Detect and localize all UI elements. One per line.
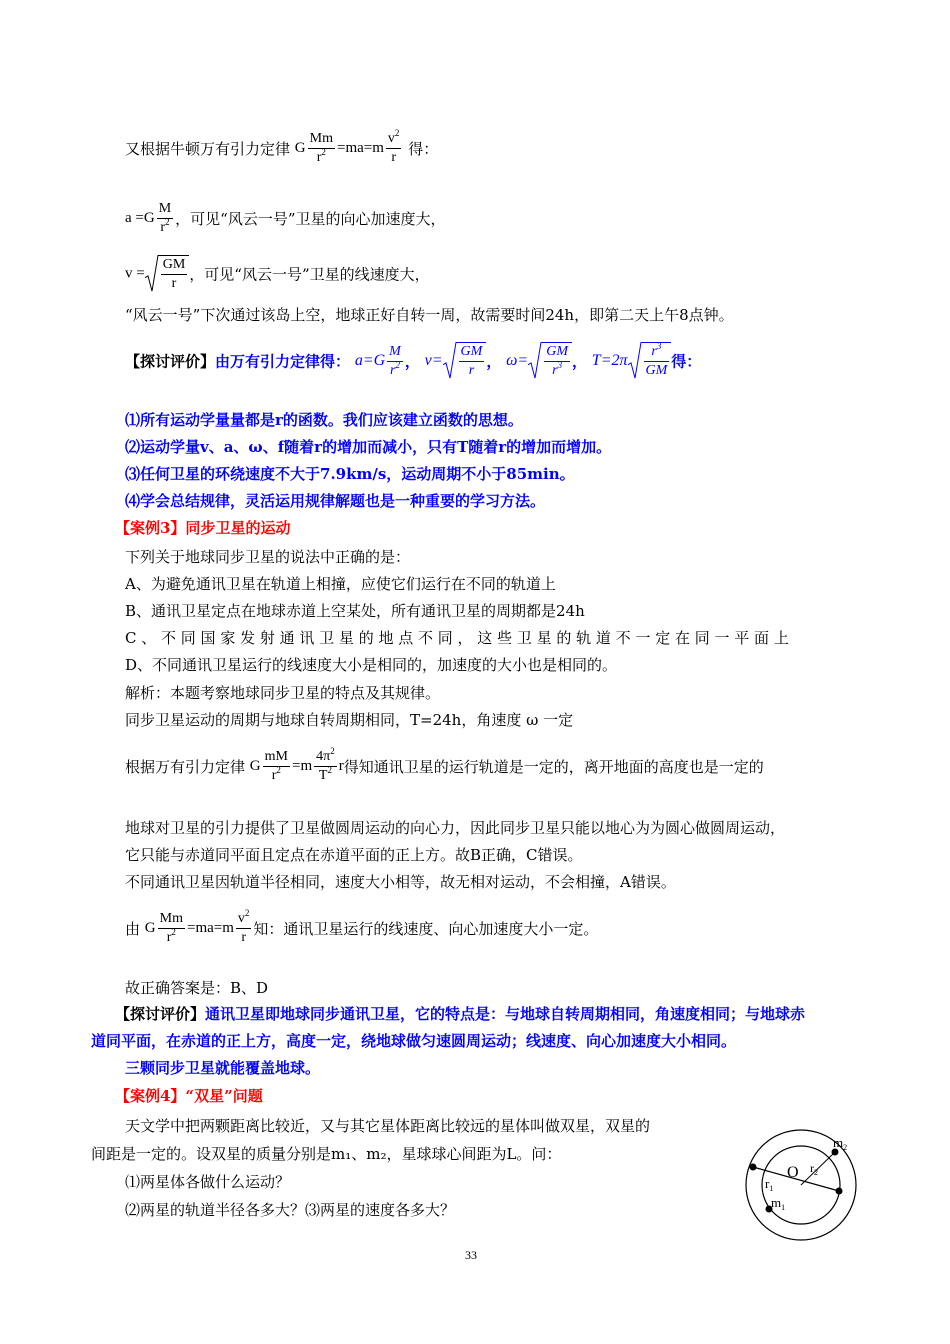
option-c: C 、 不 同 国 家 发 射 通 讯 卫 星 的 地 点 不 同 ， 这 些 卫 星 的 轨 道 不 一 定 在 同 一 平 面 上 <box>125 629 789 647</box>
formula-line-acceleration: a =G $\frac{M}{r^2}$ ，可见“风云一号”卫星的向心加速度大， <box>125 201 446 235</box>
star-m2 <box>836 1188 843 1195</box>
option-d: D、不同通讯卫星运行的线速度大小是相同的，加速度的大小也是相同的。 <box>125 656 618 674</box>
case4-question-2: ⑵两星的轨道半径各多大？⑶两星的速度各多大？ <box>125 1201 456 1219</box>
option-a: A、为避免通讯卫星在轨道上相撞，应使它们运行在不同的轨道上 <box>125 575 556 593</box>
formula-line-newton: 又根据牛顿万有引力定律 G $\frac{Mm}{r^2}$ =ma=m $\frac{v^2}{r}$ 得： <box>125 128 439 165</box>
eval2-line-2: 道同平面，在赤道的正上方，高度一定，绕地球做匀速圆周运动；线速度、向心加速度大小相同。 <box>91 1032 737 1050</box>
page-number: 33 <box>465 1248 477 1262</box>
analysis-6: 不同通讯卫星因轨道半径相同，速度大小相等，故无相对运动，不会相撞，A错误。 <box>125 873 676 891</box>
frac-v2-r: $\frac{v^2}{r}$ <box>387 128 400 165</box>
case3-question: 下列关于地球同步卫星的说法中正确的是： <box>125 548 411 566</box>
label-m2: $m_2$ <box>833 1135 848 1152</box>
label-r2: $r_2$ <box>810 1161 818 1177</box>
star-m1 <box>750 1164 757 1171</box>
frac-Mm-r2: $\frac{Mm}{r^2}$ <box>309 131 333 165</box>
analysis-formula-line-2: 由 G $\frac{Mm}{r^2}$ =ma=m $\frac{v^2}{r}$ 知：通讯卫星运行的线速度、向心加速度大小一定。 <box>125 908 599 945</box>
eval1-line: 【探讨评价】由万有引力定律得： a=G $\frac{M}{r^2}$ ， v= $\frac{GM}{r}$ ， ω= $\frac{GM}{r^3}$ ， T=2π $\frac{r^3}{GM}$ 得： <box>125 341 702 378</box>
case3-heading: 【案例3】同步卫星的运动 <box>115 519 291 537</box>
case4-question-1: ⑴两星体各做什么运动？ <box>125 1173 291 1191</box>
label-O: O <box>787 1164 799 1181</box>
eval2-line-3: 三颗同步卫星就能覆盖地球。 <box>125 1059 321 1077</box>
option-b: B、通讯卫星定点在地球赤道上空某处，所有通讯卫星的周期都是24h <box>125 602 585 620</box>
case4-heading: 【案例4】“双星”问题 <box>115 1087 263 1105</box>
binary-star-diagram <box>735 1125 865 1243</box>
eval2-line-1: 【探讨评价】通讯卫星即地球同步通讯卫星，它的特点是：与地球自转周期相同，角速度相同；与地球赤 <box>115 1005 806 1023</box>
point-2: ⑵运动学量v、a、ω、f随着r的增加而减小，只有T随着r的增加而增加。 <box>125 438 612 456</box>
analysis-5: 它只能与赤道同平面且定点在赤道平面的正上方。故B正确，C错误。 <box>125 846 583 864</box>
text-fengyun-return: “风云一号”下次通过该岛上空，地球正好自转一周，故需要时间24h，即第二天上午8点钟。 <box>125 306 734 324</box>
point-4: ⑷学会总结规律，灵活运用规律解题也是一种重要的学习方法。 <box>125 492 546 510</box>
point-3: ⑶任何卫星的环绕速度不大于7.9km/s，运动周期不小于85min。 <box>125 465 575 483</box>
answer-line: 故正确答案是：B、D <box>125 979 269 997</box>
radius-line <box>801 1152 835 1185</box>
analysis-4: 地球对卫星的引力提供了卫星做圆周运动的向心力，因此同步卫星只能以地心为为圆心做圆周运动， <box>125 819 786 837</box>
analysis-2: 同步卫星运动的周期与地球自转周期相同，T=24h，角速度 ω 一定 <box>125 711 574 729</box>
sqrt-GM-r: $\frac{GM}{r}$ <box>145 255 190 293</box>
label-r1: $r_1$ <box>765 1176 774 1193</box>
analysis-1: 解析：本题考察地球同步卫星的特点及其规律。 <box>125 684 441 702</box>
case4-text-2: 间距是一定的。设双星的质量分别是m₁、m₂，星球球心间距为L。问： <box>91 1145 562 1163</box>
label-m1: $m_1$ <box>771 1195 786 1212</box>
analysis-formula-line: 根据万有引力定律 G $\frac{mM}{r^2}$ =m $\frac{4\pi^2}{T^2}$ r得知通讯卫星的运行轨道是一定的，离开地面的高度也是一定的 <box>125 746 764 783</box>
point-1: ⑴所有运动学量量都是r的函数。我们应该建立函数的思想。 <box>125 411 523 429</box>
case4-text-1: 天文学中把两颗距离比较近，又与其它星体距离比较远的星体叫做双星，双星的 <box>125 1117 651 1135</box>
formula-line-velocity: v = $\frac{GM}{r}$ ，可见“风云一号”卫星的线速度大， <box>125 257 430 291</box>
